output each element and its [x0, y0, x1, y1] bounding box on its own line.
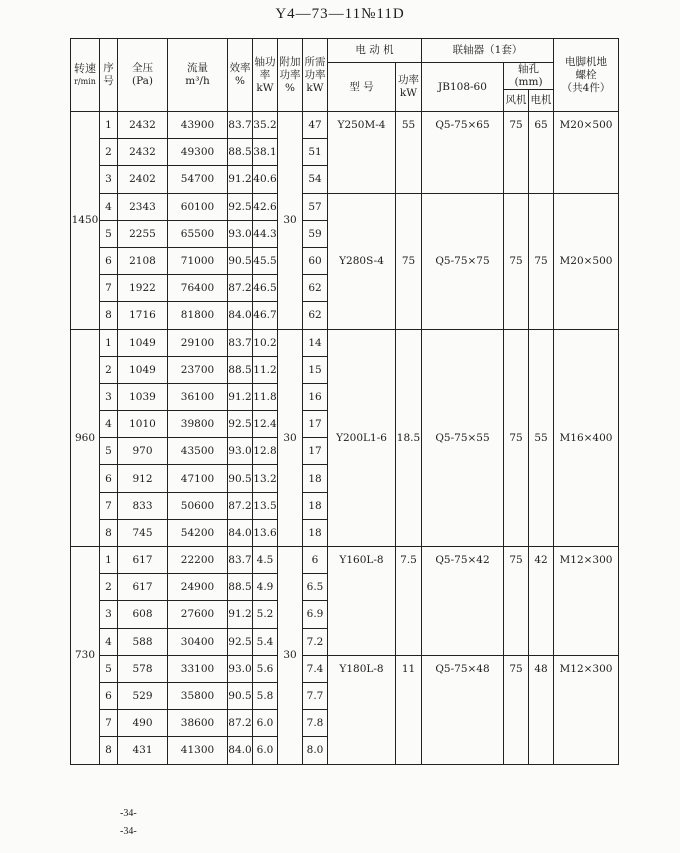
page-number: -34- — [120, 826, 137, 837]
flow-cell: 22200 — [168, 547, 228, 574]
required-power-cell: 62 — [303, 275, 328, 302]
flow-cell: 43500 — [168, 438, 228, 465]
required-power-cell: 57 — [303, 193, 328, 220]
required-power-cell: 17 — [303, 411, 328, 438]
required-power-cell: 18 — [303, 465, 328, 492]
seq-header: 序号 — [100, 39, 118, 112]
fan-hole-cell: 75 — [504, 547, 529, 656]
pressure-cell: 912 — [118, 465, 168, 492]
seq-cell: 6 — [100, 682, 118, 709]
flow-cell: 39800 — [168, 411, 228, 438]
bolt-header: 电脚机地螺栓 （共4件） — [554, 39, 619, 112]
seq-cell: 8 — [100, 519, 118, 546]
page-title: Y4—73—11№11D — [275, 6, 405, 22]
table-header — [71, 39, 619, 112]
flow-cell: 36100 — [168, 383, 228, 410]
pressure-cell: 745 — [118, 519, 168, 546]
speed-header: 转速 r/min — [71, 39, 100, 112]
shaft-hole-header: 轴孔 (mm) — [504, 63, 554, 90]
efficiency-cell: 92.5 — [228, 628, 253, 655]
efficiency-cell: 87.2 — [228, 492, 253, 519]
added-power-cell: 30 — [278, 547, 303, 765]
flow-cell: 71000 — [168, 247, 228, 274]
table-row — [71, 193, 619, 220]
pressure-cell: 617 — [118, 547, 168, 574]
table-body — [71, 112, 619, 765]
shaft-power-cell: 5.4 — [253, 628, 278, 655]
shaft-power-cell: 6.0 — [253, 737, 278, 764]
flow-cell: 60100 — [168, 193, 228, 220]
shaft-power-cell: 5.2 — [253, 601, 278, 628]
seq-cell: 6 — [100, 465, 118, 492]
added-power-header: 附加功率 % — [278, 39, 303, 112]
required-power-cell: 7.4 — [303, 655, 328, 682]
seq-cell: 3 — [100, 166, 118, 193]
motor-hole-cell: 75 — [529, 193, 554, 329]
shaft-power-cell: 6.0 — [253, 710, 278, 737]
seq-cell: 7 — [100, 275, 118, 302]
shaft-power-cell: 13.2 — [253, 465, 278, 492]
required-power-cell: 18 — [303, 492, 328, 519]
efficiency-cell: 88.5 — [228, 574, 253, 601]
flow-cell: 76400 — [168, 275, 228, 302]
pressure-cell: 578 — [118, 655, 168, 682]
coupling-cell: Q5-75×55 — [422, 329, 504, 547]
fan-hole-cell: 75 — [504, 655, 529, 764]
motor-hole-cell: 55 — [529, 329, 554, 547]
pressure-cell: 1010 — [118, 411, 168, 438]
efficiency-cell: 91.2 — [228, 601, 253, 628]
table-row — [71, 655, 619, 682]
required-power-cell: 47 — [303, 112, 328, 139]
coupling-header: 联轴器（1套） — [422, 39, 554, 63]
speed-cell: 960 — [71, 329, 100, 547]
flow-cell: 41300 — [168, 737, 228, 764]
shaft-power-cell: 13.6 — [253, 519, 278, 546]
flow-cell: 23700 — [168, 356, 228, 383]
flow-cell: 54200 — [168, 519, 228, 546]
motor-hole-cell: 65 — [529, 112, 554, 194]
seq-cell: 7 — [100, 710, 118, 737]
shaft-power-cell: 45.5 — [253, 247, 278, 274]
motor-model-header: 型 号 — [328, 63, 396, 112]
flow-cell: 43900 — [168, 112, 228, 139]
pressure-cell: 617 — [118, 574, 168, 601]
required-power-cell: 54 — [303, 166, 328, 193]
coupling-cell: Q5-75×48 — [422, 655, 504, 764]
motor-power-cell: 18.5 — [396, 329, 422, 547]
seq-cell: 6 — [100, 247, 118, 274]
efficiency-cell: 87.2 — [228, 710, 253, 737]
required-power-cell: 60 — [303, 247, 328, 274]
motor-power-cell: 75 — [396, 193, 422, 329]
efficiency-cell: 88.5 — [228, 139, 253, 166]
pressure-cell: 588 — [118, 628, 168, 655]
efficiency-cell: 93.0 — [228, 220, 253, 247]
flow-cell: 49300 — [168, 139, 228, 166]
efficiency-cell: 91.2 — [228, 166, 253, 193]
seq-cell: 4 — [100, 193, 118, 220]
pressure-cell: 2343 — [118, 193, 168, 220]
efficiency-cell: 88.5 — [228, 356, 253, 383]
required-power-cell: 6.5 — [303, 574, 328, 601]
seq-cell: 5 — [100, 655, 118, 682]
flow-cell: 24900 — [168, 574, 228, 601]
seq-cell: 5 — [100, 438, 118, 465]
fan-spec-table — [70, 38, 619, 765]
motor-power-cell: 11 — [396, 655, 422, 764]
fan-hole-cell: 75 — [504, 112, 529, 194]
shaft-power-cell: 5.6 — [253, 655, 278, 682]
seq-cell: 3 — [100, 383, 118, 410]
required-power-cell: 7.2 — [303, 628, 328, 655]
pressure-cell: 833 — [118, 492, 168, 519]
efficiency-cell: 90.5 — [228, 465, 253, 492]
efficiency-cell: 90.5 — [228, 247, 253, 274]
required-power-cell: 17 — [303, 438, 328, 465]
shaft-power-cell: 12.4 — [253, 411, 278, 438]
efficiency-cell: 93.0 — [228, 655, 253, 682]
pressure-cell: 2402 — [118, 166, 168, 193]
efficiency-cell: 91.2 — [228, 383, 253, 410]
table-row — [71, 547, 619, 574]
flow-cell: 27600 — [168, 601, 228, 628]
added-power-cell: 30 — [278, 329, 303, 547]
seq-cell: 7 — [100, 492, 118, 519]
efficiency-cell: 84.0 — [228, 302, 253, 329]
shaft-power-cell: 46.7 — [253, 302, 278, 329]
shaft-power-cell: 4.5 — [253, 547, 278, 574]
required-power-cell: 16 — [303, 383, 328, 410]
motor-hole-cell: 48 — [529, 655, 554, 764]
seq-cell: 5 — [100, 220, 118, 247]
motor-hole-header: 电机 — [529, 90, 554, 112]
fan-hole-cell: 75 — [504, 329, 529, 547]
pressure-cell: 1716 — [118, 302, 168, 329]
flow-cell: 47100 — [168, 465, 228, 492]
efficiency-cell: 87.2 — [228, 275, 253, 302]
bolt-cell: M16×400 — [554, 329, 619, 547]
coupling-standard-header: JB108-60 — [422, 63, 504, 112]
motor-model-cell: Y180L-8 — [328, 655, 396, 764]
shaft-power-cell: 5.8 — [253, 682, 278, 709]
efficiency-cell: 92.5 — [228, 411, 253, 438]
pressure-cell: 490 — [118, 710, 168, 737]
flow-cell: 81800 — [168, 302, 228, 329]
shaft-power-cell: 4.9 — [253, 574, 278, 601]
required-power-cell: 6.9 — [303, 601, 328, 628]
shaft-power-cell: 38.1 — [253, 139, 278, 166]
required-power-cell: 6 — [303, 547, 328, 574]
motor-header: 电 动 机 — [328, 39, 422, 63]
seq-cell: 8 — [100, 302, 118, 329]
motor-model-cell: Y280S-4 — [328, 193, 396, 329]
pressure-cell: 1922 — [118, 275, 168, 302]
motor-power-cell: 55 — [396, 112, 422, 194]
shaft-power-header: 轴功率 kW — [253, 39, 278, 112]
flow-cell: 35800 — [168, 682, 228, 709]
seq-cell: 1 — [100, 329, 118, 356]
required-power-cell: 8.0 — [303, 737, 328, 764]
efficiency-cell: 84.0 — [228, 519, 253, 546]
flow-cell: 38600 — [168, 710, 228, 737]
required-power-header: 所需功率 kW — [303, 39, 328, 112]
efficiency-cell: 90.5 — [228, 682, 253, 709]
table-row — [71, 112, 619, 139]
efficiency-cell: 93.0 — [228, 438, 253, 465]
efficiency-cell: 83.7 — [228, 329, 253, 356]
pressure-cell: 970 — [118, 438, 168, 465]
seq-cell: 8 — [100, 737, 118, 764]
efficiency-cell: 92.5 — [228, 193, 253, 220]
bolt-cell: M20×500 — [554, 112, 619, 194]
shaft-power-cell: 44.3 — [253, 220, 278, 247]
flow-cell: 33100 — [168, 655, 228, 682]
pressure-cell: 1049 — [118, 329, 168, 356]
seq-cell: 3 — [100, 601, 118, 628]
pressure-cell: 431 — [118, 737, 168, 764]
pressure-cell: 2432 — [118, 112, 168, 139]
efficiency-cell: 84.0 — [228, 737, 253, 764]
speed-cell: 730 — [71, 547, 100, 765]
shaft-power-cell: 12.8 — [253, 438, 278, 465]
pressure-cell: 1049 — [118, 356, 168, 383]
efficiency-header: 效率 % — [228, 39, 253, 112]
pressure-cell: 2432 — [118, 139, 168, 166]
shaft-power-cell: 42.6 — [253, 193, 278, 220]
required-power-cell: 62 — [303, 302, 328, 329]
coupling-cell: Q5-75×65 — [422, 112, 504, 194]
pressure-cell: 529 — [118, 682, 168, 709]
required-power-cell: 7.7 — [303, 682, 328, 709]
shaft-power-cell: 35.2 — [253, 112, 278, 139]
shaft-power-cell: 10.2 — [253, 329, 278, 356]
motor-power-header: 功率 kW — [396, 63, 422, 112]
required-power-cell: 7.8 — [303, 710, 328, 737]
seq-cell: 2 — [100, 356, 118, 383]
coupling-cell: Q5-75×42 — [422, 547, 504, 656]
fan-hole-cell: 75 — [504, 193, 529, 329]
pressure-header: 全压 (Pa) — [118, 39, 168, 112]
shaft-power-cell: 46.5 — [253, 275, 278, 302]
bolt-cell: M12×300 — [554, 547, 619, 656]
shaft-power-cell: 40.6 — [253, 166, 278, 193]
required-power-cell: 51 — [303, 139, 328, 166]
bolt-cell: M12×300 — [554, 655, 619, 764]
fan-hole-header: 风机 — [504, 90, 529, 112]
coupling-cell: Q5-75×75 — [422, 193, 504, 329]
seq-cell: 1 — [100, 547, 118, 574]
seq-cell: 4 — [100, 411, 118, 438]
seq-cell: 4 — [100, 628, 118, 655]
seq-cell: 1 — [100, 112, 118, 139]
required-power-cell: 15 — [303, 356, 328, 383]
shaft-power-cell: 11.8 — [253, 383, 278, 410]
seq-cell: 2 — [100, 574, 118, 601]
pressure-cell: 2255 — [118, 220, 168, 247]
shaft-power-cell: 13.5 — [253, 492, 278, 519]
required-power-cell: 14 — [303, 329, 328, 356]
motor-power-cell: 7.5 — [396, 547, 422, 656]
pressure-cell: 1039 — [118, 383, 168, 410]
flow-cell: 65500 — [168, 220, 228, 247]
motor-hole-cell: 42 — [529, 547, 554, 656]
flow-cell: 29100 — [168, 329, 228, 356]
motor-model-cell: Y160L-8 — [328, 547, 396, 656]
pressure-cell: 608 — [118, 601, 168, 628]
flow-cell: 50600 — [168, 492, 228, 519]
required-power-cell: 59 — [303, 220, 328, 247]
motor-model-cell: Y200L1-6 — [328, 329, 396, 547]
page-number: -34- — [120, 808, 137, 819]
flow-cell: 30400 — [168, 628, 228, 655]
flow-cell: 54700 — [168, 166, 228, 193]
efficiency-cell: 83.7 — [228, 547, 253, 574]
bolt-cell: M20×500 — [554, 193, 619, 329]
table-row — [71, 329, 619, 356]
efficiency-cell: 83.7 — [228, 112, 253, 139]
flow-header: 流量 m³/h — [168, 39, 228, 112]
required-power-cell: 18 — [303, 519, 328, 546]
shaft-power-cell: 11.2 — [253, 356, 278, 383]
motor-model-cell: Y250M-4 — [328, 112, 396, 194]
added-power-cell: 30 — [278, 112, 303, 330]
speed-cell: 1450 — [71, 112, 100, 330]
seq-cell: 2 — [100, 139, 118, 166]
pressure-cell: 2108 — [118, 247, 168, 274]
